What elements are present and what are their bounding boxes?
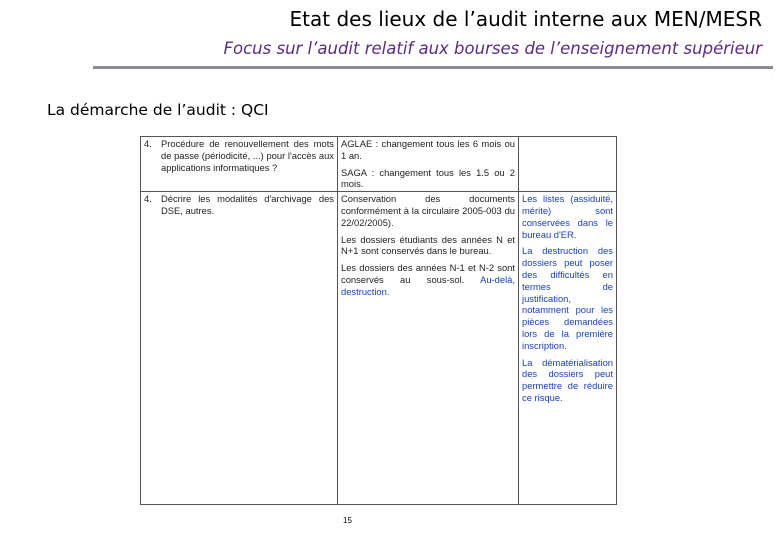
section-title: La démarche de l’audit : QCI <box>47 101 269 119</box>
answer-text: Les dossiers des années N-1 et N-2 sont conservés au sous-sol. <box>341 262 515 285</box>
audit-questionnaire-table <box>140 136 617 505</box>
answer-paragraph: SAGA : changement tous les 1.5 ou 2 mois. <box>341 166 515 190</box>
page-number: 15 <box>343 516 352 525</box>
answer-paragraph <box>341 262 515 297</box>
question-text: Procédure de renouvellement des mots de passe (périodicité, ...) pour l'accès aux applications informatiques ? <box>161 138 334 173</box>
comment-cell <box>519 137 617 192</box>
answer-highlight: Au-delà, destruction. <box>341 273 515 297</box>
answer-cell <box>338 137 519 192</box>
answer-paragraph: Les dossiers étudiants des années N et N+1 sont conservés dans le bureau. <box>341 233 515 257</box>
answer-cell <box>338 192 519 505</box>
comment-paragraph: La dématérialisation des dossiers peut permettre de réduire ce risque. <box>522 356 613 403</box>
table-row <box>141 137 617 192</box>
comment-paragraph: Les listes (assiduité, mérite) sont conservées dans le bureau d'ER. <box>522 193 613 240</box>
comment-paragraph: La destruction des dossiers peut poser des difficultés en termes de justification, notamment pour les pièces demandées lors de la première inscription. <box>522 245 613 351</box>
question-number: 4. <box>144 138 152 149</box>
question-text: Décrire les modalités d'archivage des DSE, autres. <box>161 193 334 216</box>
answer-paragraph: Conservation des documents conformément à la circulaire 2005-003 du 22/02/2005). <box>341 193 515 228</box>
question-cell <box>141 137 338 192</box>
comment-cell <box>519 192 617 505</box>
table-row <box>141 192 617 505</box>
slide-title: Etat des lieux de l’audit interne aux MEN/MESR <box>289 7 762 31</box>
slide-subtitle: Focus sur l’audit relatif aux bourses de l’enseignement supérieur <box>223 39 762 58</box>
question-cell <box>141 192 338 505</box>
question-number: 4. <box>144 193 152 205</box>
audit-document-excerpt <box>140 136 616 510</box>
header-divider <box>93 66 773 69</box>
answer-paragraph: AGLAE : changement tous les 6 mois ou 1 an. <box>341 138 515 161</box>
